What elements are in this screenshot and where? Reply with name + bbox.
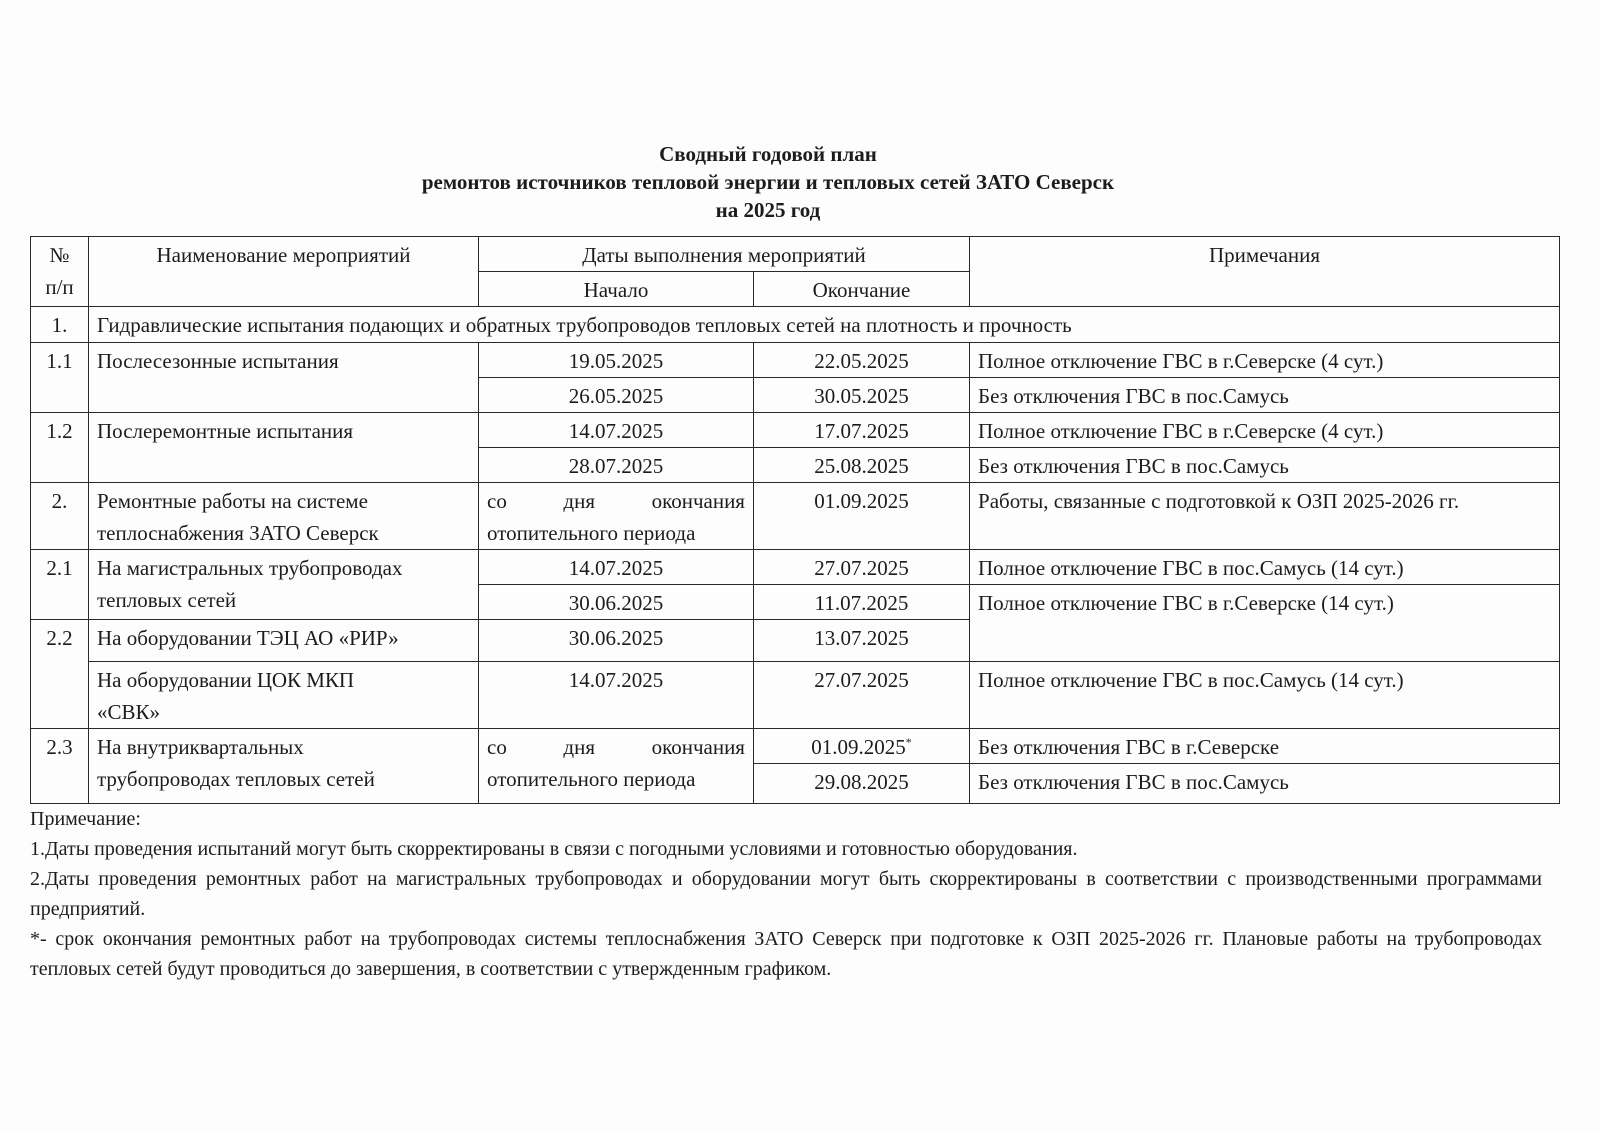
item-name: Послесезонные испытания bbox=[89, 343, 479, 413]
item-name-line-2: трубопроводах тепловых сетей bbox=[97, 767, 375, 791]
section-2-name-line-1: Ремонтные работы на системе bbox=[97, 489, 368, 513]
note: Без отключения ГВС в пос.Самусь bbox=[970, 378, 1560, 413]
start-word: окончания bbox=[651, 735, 745, 759]
item-name: На оборудовании ТЭЦ АО «РИР» bbox=[89, 620, 479, 662]
item-name bbox=[89, 662, 479, 729]
note: Без отключения ГВС в пос.Самусь bbox=[970, 448, 1560, 483]
header-dates-group: Даты выполнения мероприятий bbox=[479, 237, 970, 272]
notes-section bbox=[30, 804, 1542, 984]
item-number: 2.1 bbox=[31, 550, 89, 620]
start-word: со bbox=[487, 489, 507, 513]
item-name bbox=[89, 729, 479, 804]
section-2-start-line-2: отопительного периода bbox=[487, 521, 696, 545]
table-row bbox=[31, 550, 1560, 585]
section-2-name-line-2: теплоснабжения ЗАТО Северск bbox=[97, 521, 379, 545]
item-name-line-1: На внутриквартальных bbox=[97, 735, 304, 759]
table-row bbox=[31, 413, 1560, 448]
start-period bbox=[479, 729, 754, 804]
footnote-mark: * bbox=[905, 735, 912, 749]
start-date: 30.06.2025 bbox=[479, 585, 754, 620]
end-date: 13.07.2025 bbox=[754, 620, 970, 662]
end-date: 11.07.2025 bbox=[754, 585, 970, 620]
start-date: 30.06.2025 bbox=[479, 620, 754, 662]
header-name: Наименование мероприятий bbox=[89, 237, 479, 307]
header-notes: Примечания bbox=[970, 237, 1560, 307]
note: Полное отключение ГВС в пос.Самусь (14 сут.) bbox=[970, 662, 1560, 729]
item-name-line-1: На оборудовании ЦОК МКП bbox=[97, 668, 355, 692]
start-period-line-2: отопительного периода bbox=[487, 767, 696, 791]
header-end: Окончание bbox=[754, 272, 970, 307]
title-line-2: ремонтов источников тепловой энергии и тепловых сетей ЗАТО Северск bbox=[421, 170, 1115, 194]
start-date: 14.07.2025 bbox=[479, 413, 754, 448]
header-number-line-2: п/п bbox=[45, 275, 74, 299]
header-number-line-1: № bbox=[49, 243, 70, 267]
section-2-note: Работы, связанные с подготовкой к ОЗП 2025-2026 гг. bbox=[970, 483, 1560, 550]
item-name bbox=[89, 550, 479, 620]
note-item-2: 2.Даты проведения ремонтных работ на магистральных трубопроводах и оборудовании могут быть скорректированы в соответствии с производственными программами предприятий. bbox=[30, 868, 1542, 920]
section-2-end: 01.09.2025 bbox=[754, 483, 970, 550]
item-number: 2.3 bbox=[31, 729, 89, 804]
note: Полное отключение ГВС в г.Северске (14 сут.) bbox=[970, 585, 1560, 662]
end-date: 29.08.2025 bbox=[754, 764, 970, 804]
document-title bbox=[0, 140, 1536, 224]
start-period-line-1 bbox=[487, 731, 745, 763]
table-header-row-1 bbox=[31, 237, 1560, 272]
note: Полное отключение ГВС в г.Северске (4 сут.) bbox=[970, 413, 1560, 448]
note: Полное отключение ГВС в г.Северске (4 сут.) bbox=[970, 343, 1560, 378]
item-number: 1.1 bbox=[31, 343, 89, 413]
table-row bbox=[31, 343, 1560, 378]
end-date: 25.08.2025 bbox=[754, 448, 970, 483]
end-date: 27.07.2025 bbox=[754, 662, 970, 729]
end-date-value: 01.09.2025 bbox=[811, 735, 906, 759]
start-word: дня bbox=[563, 735, 595, 759]
section-2-start-line-1 bbox=[487, 485, 745, 517]
note-item-1: 1.Даты проведения испытаний могут быть скорректированы в связи с погодными условиями и готовностью оборудования. bbox=[30, 838, 1078, 860]
repair-plan-table bbox=[30, 236, 1560, 804]
start-date: 19.05.2025 bbox=[479, 343, 754, 378]
item-name-line-2: «СВК» bbox=[97, 700, 161, 724]
end-date: 17.07.2025 bbox=[754, 413, 970, 448]
table-row bbox=[31, 729, 1560, 764]
table-row-section-1 bbox=[31, 307, 1560, 343]
section-1-title: Гидравлические испытания подающих и обратных трубопроводов тепловых сетей на плотность и прочность bbox=[89, 307, 1560, 343]
table-row bbox=[31, 662, 1560, 729]
end-date: 30.05.2025 bbox=[754, 378, 970, 413]
start-word: со bbox=[487, 735, 507, 759]
start-date: 26.05.2025 bbox=[479, 378, 754, 413]
end-date bbox=[754, 729, 970, 764]
table-row-section-2 bbox=[31, 483, 1560, 550]
start-word: дня bbox=[563, 489, 595, 513]
start-date: 14.07.2025 bbox=[479, 662, 754, 729]
start-date: 28.07.2025 bbox=[479, 448, 754, 483]
title-line-1: Сводный годовой план bbox=[659, 142, 877, 166]
notes-heading: Примечание: bbox=[30, 808, 141, 830]
note-item-footnote: *- срок окончания ремонтных работ на трубопроводах системы теплоснабжения ЗАТО Северск при подготовке к ОЗП 2025-2026 гг. Плановые работы на трубопроводах тепловых сетей будут проводиться до завершения, в соответствии с утвержденным графиком. bbox=[30, 928, 1542, 980]
item-name-line-1: На магистральных трубопроводах bbox=[97, 556, 403, 580]
item-name-line-2: тепловых сетей bbox=[97, 588, 237, 612]
item-number: 1.2 bbox=[31, 413, 89, 483]
section-2-start bbox=[479, 483, 754, 550]
title-line-3: на 2025 год bbox=[715, 198, 821, 222]
start-date: 14.07.2025 bbox=[479, 550, 754, 585]
header-number bbox=[31, 237, 89, 307]
section-1-number: 1. bbox=[31, 307, 89, 343]
header-start: Начало bbox=[479, 272, 754, 307]
section-2-name bbox=[89, 483, 479, 550]
note: Полное отключение ГВС в пос.Самусь (14 сут.) bbox=[970, 550, 1560, 585]
end-date: 22.05.2025 bbox=[754, 343, 970, 378]
item-name: Послеремонтные испытания bbox=[89, 413, 479, 483]
note: Без отключения ГВС в г.Северске bbox=[970, 729, 1560, 764]
item-number: 2.2 bbox=[31, 620, 89, 729]
end-date: 27.07.2025 bbox=[754, 550, 970, 585]
section-2-number: 2. bbox=[31, 483, 89, 550]
start-word: окончания bbox=[651, 489, 745, 513]
note: Без отключения ГВС в пос.Самусь bbox=[970, 764, 1560, 804]
